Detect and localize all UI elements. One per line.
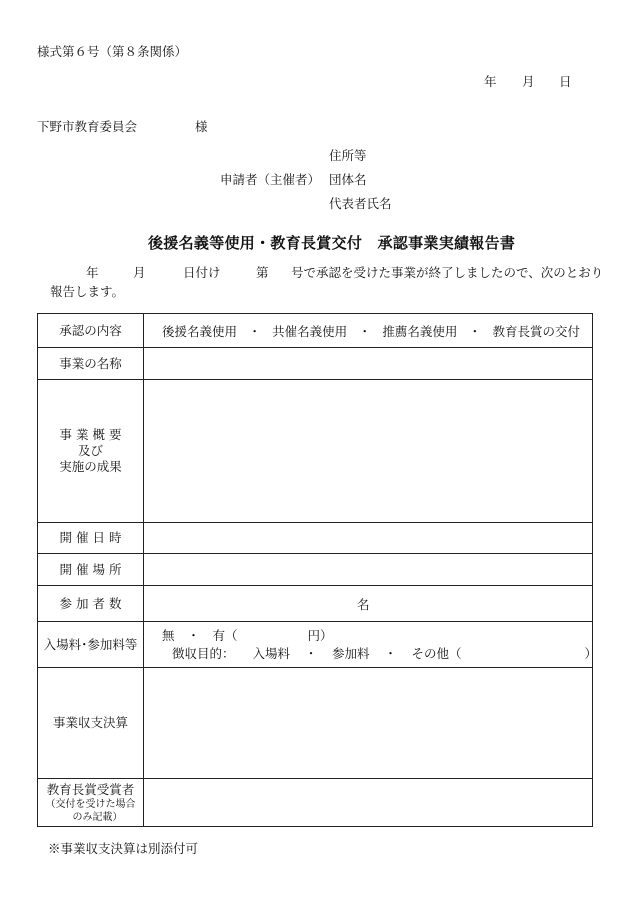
row-event-summary (38, 380, 593, 523)
row-fees (38, 622, 593, 668)
participants-unit: 名 (357, 596, 370, 612)
fee-none-option[interactable]: 無 (162, 627, 175, 643)
label-award-note1: （交付を受けた場合 (45, 798, 136, 810)
field-participants[interactable] (144, 586, 593, 622)
approval-options (144, 314, 593, 348)
row-participants (38, 586, 593, 622)
label-participants: 参 加 者 数 (38, 586, 144, 622)
row-event-datetime (38, 523, 593, 554)
fee-separator: ・ (384, 645, 397, 661)
document-title: 後援名義等使用・教育長賞交付 承認事業実績報告書 (148, 234, 516, 252)
option-superintendent-award[interactable]: 教育長賞の交付 (492, 323, 580, 339)
row-award-recipient (38, 779, 593, 827)
fee-purpose-label: 徴収目的： (172, 645, 235, 661)
date-month-label: 月 (522, 74, 535, 89)
fee-other-close: ） (584, 645, 597, 661)
field-financial-statement[interactable] (144, 668, 593, 779)
label-summary-line3: 実施の成果 (59, 459, 122, 474)
representative-label: 代表者氏名 (329, 196, 392, 211)
label-event-summary (38, 380, 144, 523)
addressee-honorific: 様 (195, 119, 208, 134)
option-separator: ・ (358, 323, 371, 339)
intro-text: 号で承認を受けた事業が終了しましたので、次のとおり (291, 265, 604, 280)
option-cosponsorship-name[interactable]: 共催名義使用 (272, 323, 348, 339)
row-event-venue (38, 554, 593, 586)
field-fees (144, 622, 597, 668)
label-award-title: 教育長賞受賞者 (46, 781, 135, 797)
fee-purpose-admission[interactable]: 入場料 (252, 645, 290, 661)
date-year-label: 年 (484, 74, 497, 89)
label-summary-line2: 及び (77, 443, 103, 458)
option-separator: ・ (248, 323, 261, 339)
field-award-recipient[interactable] (144, 779, 593, 827)
address-label: 住所等 (329, 148, 367, 163)
field-event-datetime[interactable] (144, 523, 593, 554)
row-approval-content (38, 314, 593, 348)
row-event-name (38, 348, 593, 380)
label-event-name: 事業の名称 (38, 348, 144, 380)
label-event-venue: 開 催 場 所 (38, 554, 144, 586)
fee-separator: ・ (187, 627, 200, 643)
intro-text-line2: 報告します。 (50, 284, 125, 299)
intro-month: 月 (133, 265, 146, 280)
option-recommendation-name[interactable]: 推薦名義使用 (382, 323, 458, 339)
intro-year: 年 (86, 265, 99, 280)
addressee-name: 下野市教育委員会 (37, 119, 138, 134)
fee-yen-label: 円） (307, 627, 333, 643)
footnote: ※事業収支決算は別添付可 (48, 841, 199, 856)
applicant-role-label: 申請者（主催者） (220, 172, 321, 187)
label-event-datetime: 開 催 日 時 (38, 523, 144, 554)
intro-dated: 日付け (183, 265, 221, 280)
label-award-note2: のみ記載） (72, 811, 123, 823)
option-separator: ・ (468, 323, 482, 339)
field-event-summary[interactable] (144, 380, 593, 523)
date-day-label: 日 (559, 74, 572, 89)
field-event-name[interactable] (144, 348, 593, 380)
fee-separator: ・ (304, 645, 318, 661)
option-sponsorship-name[interactable]: 後援名義使用 (162, 323, 238, 339)
fee-yes-option[interactable]: 有（ (212, 627, 238, 643)
label-summary-line1: 事 業 概 要 (59, 427, 122, 442)
label-approval-content: 承認の内容 (38, 314, 144, 348)
label-award-recipient (38, 779, 144, 827)
intro-dai: 第 (256, 265, 269, 280)
label-fees: 入場料･参加料等 (38, 622, 144, 668)
form-number: 様式第６号（第８条関係） (37, 44, 188, 59)
fee-purpose-participation[interactable]: 参加料 (331, 645, 370, 661)
fee-purpose-other[interactable]: その他（ (411, 645, 462, 661)
field-event-venue[interactable] (144, 554, 593, 586)
row-financial-statement (38, 668, 593, 779)
label-financial-statement: 事業収支決算 (38, 668, 144, 779)
org-name-label: 団体名 (329, 172, 367, 187)
report-table (37, 313, 597, 827)
